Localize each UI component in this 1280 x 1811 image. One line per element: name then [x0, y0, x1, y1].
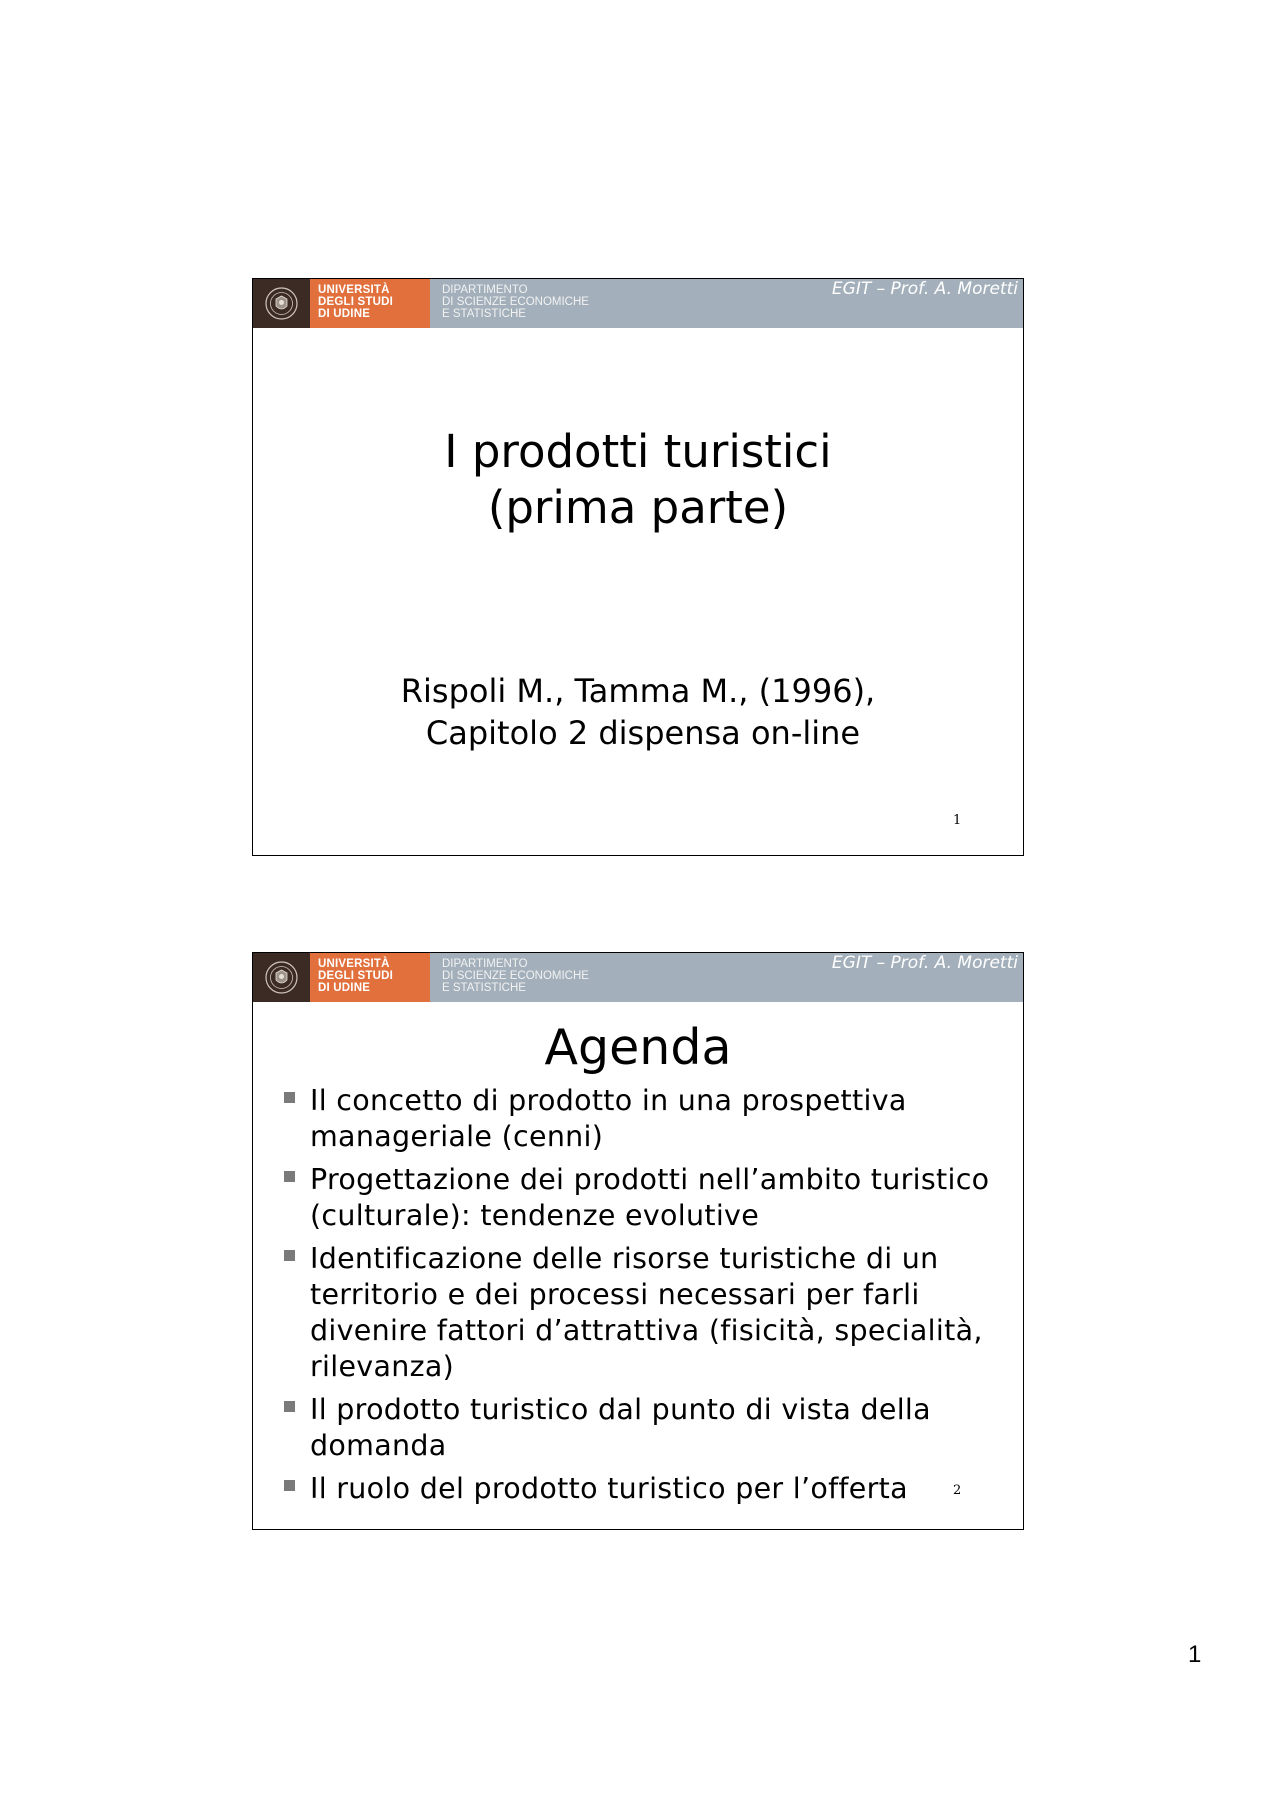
agenda-item-text: Il ruolo del prodotto turistico per l’offerta	[310, 1472, 908, 1505]
agenda-item	[283, 1162, 1013, 1234]
department-name-line: DIPARTIMENTO	[442, 284, 528, 296]
slide-subtitle	[253, 670, 1023, 754]
department-name	[442, 284, 589, 320]
university-name-line: UNIVERSITÀ	[318, 284, 390, 296]
agenda-item-text: Il concetto di prodotto in una prospettiva manageriale (cenni)	[310, 1084, 907, 1153]
agenda-item	[283, 1241, 1013, 1385]
course-label: EGIT – Prof. A. Moretti	[831, 279, 1018, 299]
square-bullet-icon	[284, 1171, 295, 1182]
slide-header-banner	[253, 953, 1023, 1002]
agenda-item	[283, 1471, 1013, 1507]
department-name-line: DI SCIENZE ECONOMICHE	[442, 296, 589, 308]
agenda-item-text: Identificazione delle risorse turistiche di un territorio e dei processi necessari per farli divenire fattori d’attrattiva (fisicità, specialità, rilevanza)	[310, 1242, 983, 1383]
agenda-item	[283, 1392, 1013, 1464]
university-name-line: DEGLI STUDI	[318, 970, 394, 982]
university-seal-icon	[265, 961, 298, 994]
slide-header-banner	[253, 279, 1023, 328]
agenda-list	[283, 1083, 1013, 1514]
department-name-line: DI SCIENZE ECONOMICHE	[442, 970, 589, 982]
slide-title	[253, 424, 1023, 536]
page-number: 1	[1188, 1641, 1202, 1668]
square-bullet-icon	[284, 1092, 295, 1103]
department-name-line: DIPARTIMENTO	[442, 958, 528, 970]
slide-1	[252, 278, 1024, 856]
seal-box	[253, 279, 310, 328]
slide-2	[252, 952, 1024, 1530]
seal-box	[253, 953, 310, 1002]
slide-title: Agenda	[544, 1019, 732, 1076]
square-bullet-icon	[284, 1480, 295, 1491]
university-name-line: DI UDINE	[318, 308, 371, 320]
slide-title-line: I prodotti turistici	[444, 425, 832, 478]
university-name-line: UNIVERSITÀ	[318, 958, 390, 970]
university-name-line: DEGLI STUDI	[318, 296, 394, 308]
agenda-item-text: Il prodotto turistico dal punto di vista della domanda	[310, 1393, 931, 1462]
university-logo	[310, 953, 430, 1002]
course-label: EGIT – Prof. A. Moretti	[831, 953, 1018, 973]
slide-number: 1	[953, 813, 962, 828]
department-name	[442, 958, 589, 994]
slide-number: 2	[953, 1483, 962, 1498]
agenda-item-text: Progettazione dei prodotti nell’ambito turistico (culturale): tendenze evolutive	[310, 1163, 990, 1232]
square-bullet-icon	[284, 1250, 295, 1261]
slide-subtitle-line: Rispoli M., Tamma M., (1996),	[400, 672, 876, 710]
agenda-item	[283, 1083, 1013, 1155]
university-seal-icon	[265, 287, 298, 320]
department-name-line: E STATISTICHE	[442, 982, 526, 994]
slide-subtitle-line: Capitolo 2 dispensa on-line	[425, 714, 861, 752]
slide-title-line: (prima parte)	[487, 481, 789, 534]
university-name-line: DI UDINE	[318, 982, 371, 994]
department-name-line: E STATISTICHE	[442, 308, 526, 320]
square-bullet-icon	[284, 1401, 295, 1412]
university-logo	[310, 279, 430, 328]
